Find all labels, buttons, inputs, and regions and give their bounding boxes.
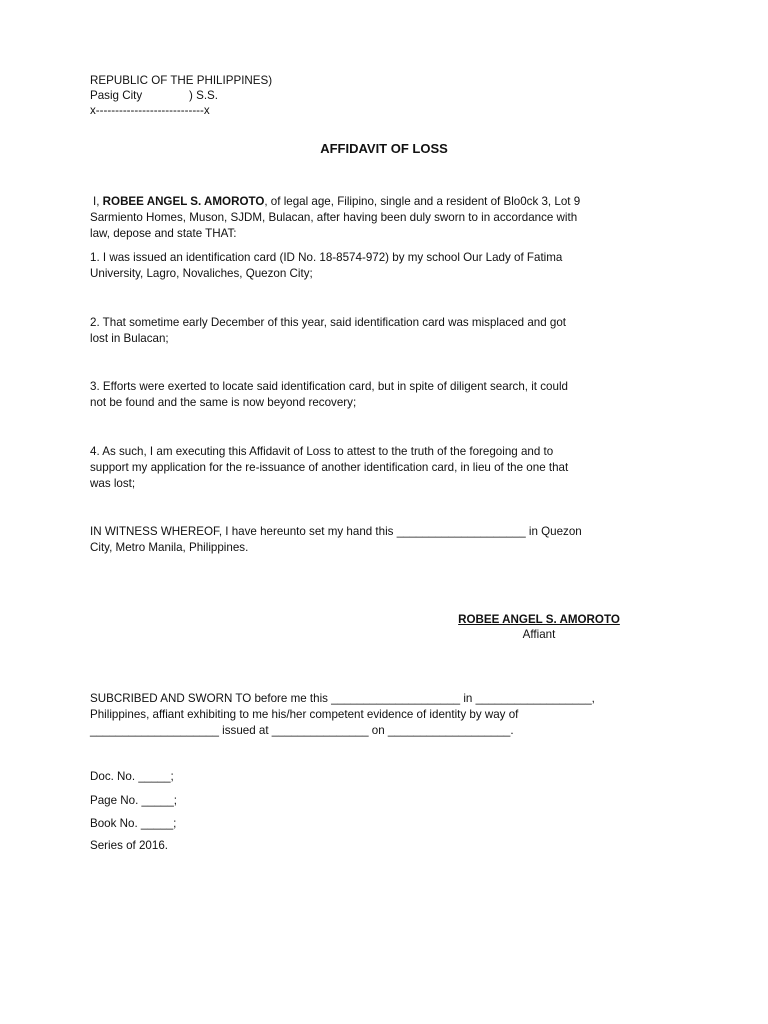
intro-prefix: I,	[93, 195, 103, 208]
intro-line-1	[93, 194, 580, 210]
jurat-line-1: SUBCRIBED AND SWORN TO before me this ____________________ in __________________,	[90, 692, 595, 705]
witness-line-1: IN WITNESS WHEREOF, I have hereunto set my hand this ____________________ in Quezon	[90, 525, 582, 538]
item-3-line-2: not be found and the same is now beyond recovery;	[90, 396, 357, 409]
jurat-line-2: Philippines, affiant exhibiting to me his/her competent evidence of identity by way of	[90, 708, 519, 721]
item-4-line-3: was lost;	[90, 477, 136, 490]
item-3-line-1: 3. Efforts were exerted to locate said identification card, but in spite of diligent search, it could	[90, 380, 568, 393]
affiant-signature-name: ROBEE ANGEL S. AMOROTO	[458, 613, 620, 626]
caption-republic: REPUBLIC OF THE PHILIPPINES)	[90, 74, 273, 87]
intro-line-3: law, depose and state THAT:	[90, 227, 237, 240]
witness-line-2: City, Metro Manila, Philippines.	[90, 541, 249, 554]
caption-divider: x----------------------------x	[90, 104, 210, 117]
caption-city: Pasig City	[90, 89, 143, 102]
caption-ss: ) S.S.	[189, 89, 218, 102]
item-1-line-1: 1. I was issued an identification card (ID No. 18-8574-972) by my school Our Lady of Fatima	[90, 251, 563, 264]
jurat-line-3: ____________________ issued at _______________ on ___________________.	[90, 724, 514, 737]
item-4-line-1: 4. As such, I am executing this Affidavit of Loss to attest to the truth of the foregoing and to	[90, 445, 554, 458]
book-number: Book No. _____;	[90, 817, 177, 830]
item-4-line-2: support my application for the re-issuance of another identification card, in lieu of the one that	[90, 461, 569, 474]
item-2-line-2: lost in Bulacan;	[90, 332, 169, 345]
intro-line-2: Sarmiento Homes, Muson, SJDM, Bulacan, after having been duly sworn to in accordance with	[90, 211, 578, 224]
affiant-name-inline: ROBEE ANGEL S. AMOROTO	[102, 195, 265, 208]
document-title: AFFIDAVIT OF LOSS	[320, 141, 448, 156]
doc-number: Doc. No. _____;	[90, 770, 174, 783]
series-year: Series of 2016.	[90, 839, 168, 852]
page-number: Page No. _____;	[90, 794, 178, 807]
affiant-label: Affiant	[522, 628, 556, 641]
intro-line-1-rest: , of legal age, Filipino, single and a resident of Blo0ck 3, Lot 9	[264, 195, 581, 208]
item-1-line-2: University, Lagro, Novaliches, Quezon City;	[90, 267, 313, 280]
item-2-line-1: 2. That sometime early December of this year, said identification card was misplaced and got	[90, 316, 567, 329]
